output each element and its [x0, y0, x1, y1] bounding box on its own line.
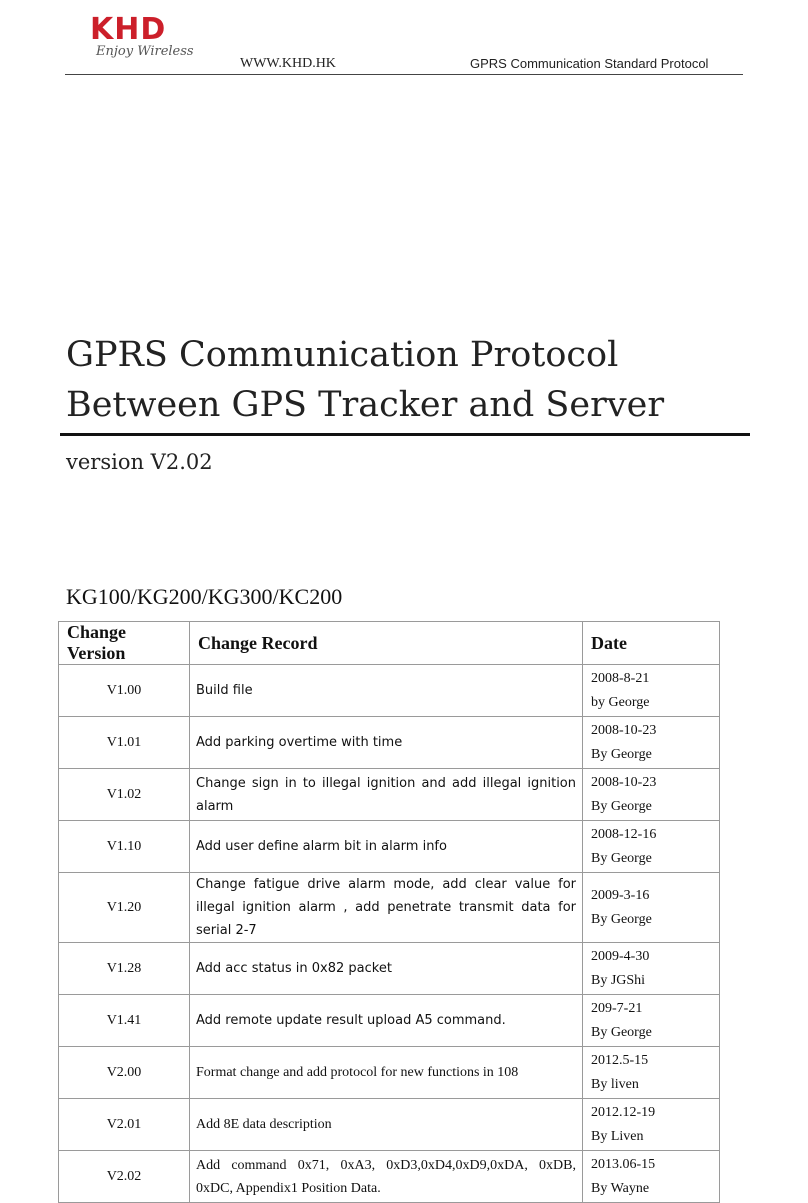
- table-header-row: [59, 622, 720, 665]
- table-row: [59, 995, 720, 1047]
- change-history-table: [58, 621, 720, 1203]
- cell-record: Change fatigue drive alarm mode, add clear value for illegal ignition alarm , add penetrate transmit data for serial 2-7: [190, 873, 583, 943]
- cell-date: [583, 769, 720, 821]
- table-row: [59, 769, 720, 821]
- header-url: WWW.KHD.HK: [240, 56, 336, 71]
- company-logo: [90, 14, 200, 59]
- cell-date: [583, 1047, 720, 1099]
- cell-record: Format change and add protocol for new functions in 108: [190, 1047, 583, 1099]
- table-row: [59, 665, 720, 717]
- model-list: KG100/KG200/KG300/KC200: [66, 584, 343, 609]
- table-row: [59, 943, 720, 995]
- date-author: By George: [591, 850, 652, 866]
- cell-record: Add command 0x71, 0xA3, 0xD3,0xD4,0xD9,0xDA, 0xDB, 0xDC, Appendix1 Position Data.: [190, 1151, 583, 1203]
- header-change-record: Change Record: [190, 622, 583, 665]
- date-author: By George: [591, 746, 652, 762]
- date-value: 209-7-21: [591, 1000, 643, 1016]
- date-author: By George: [591, 798, 652, 814]
- cell-date: [583, 665, 720, 717]
- date-value: 2008-10-23: [591, 774, 657, 790]
- cell-version: V2.01: [59, 1099, 190, 1151]
- date-author: By Wayne: [591, 1180, 650, 1196]
- date-author: By JGShi: [591, 972, 646, 988]
- table-row: [59, 1099, 720, 1151]
- cell-version: V1.20: [59, 873, 190, 943]
- table-row: [59, 873, 720, 943]
- cell-record: Build file: [190, 665, 583, 717]
- table-row: [59, 717, 720, 769]
- date-author: By Liven: [591, 1128, 644, 1144]
- cell-date: [583, 873, 720, 943]
- title-divider: [60, 433, 750, 436]
- header-change-version: Change Version: [59, 622, 190, 665]
- table-row: [59, 1047, 720, 1099]
- cell-record: Add acc status in 0x82 packet: [190, 943, 583, 995]
- title-line-1: GPRS Communication Protocol: [66, 335, 619, 375]
- date-value: 2008-8-21: [591, 670, 650, 686]
- date-value: 2009-4-30: [591, 948, 650, 964]
- cell-date: [583, 943, 720, 995]
- title-line-2: Between GPS Tracker and Server: [66, 385, 665, 425]
- cell-version: V2.02: [59, 1151, 190, 1203]
- date-value: 2008-10-23: [591, 722, 657, 738]
- date-value: 2009-3-16: [591, 887, 650, 903]
- cell-version: V2.00: [59, 1047, 190, 1099]
- cell-record: Add remote update result upload A5 command.: [190, 995, 583, 1047]
- date-author: By liven: [591, 1076, 639, 1092]
- header-doc-title: GPRS Communication Standard Protocol: [470, 56, 709, 71]
- cell-date: [583, 1099, 720, 1151]
- date-value: 2012.12-19: [591, 1104, 656, 1120]
- cell-date: [583, 1151, 720, 1203]
- cell-version: V1.01: [59, 717, 190, 769]
- date-value: 2013.06-15: [591, 1156, 656, 1172]
- cell-version: V1.02: [59, 769, 190, 821]
- date-value: 2012.5-15: [591, 1052, 649, 1068]
- cell-version: V1.00: [59, 665, 190, 717]
- cell-date: [583, 717, 720, 769]
- logo-text: KHD: [90, 12, 167, 47]
- date-author: By George: [591, 911, 652, 927]
- cell-version: V1.41: [59, 995, 190, 1047]
- date-value: 2008-12-16: [591, 826, 657, 842]
- cell-record: Change sign in to illegal ignition and add illegal ignition alarm: [190, 769, 583, 821]
- date-author: By George: [591, 1024, 652, 1040]
- header-divider: [65, 74, 743, 75]
- cell-date: [583, 995, 720, 1047]
- cell-record: Add parking overtime with time: [190, 717, 583, 769]
- table-row: [59, 821, 720, 873]
- date-author: by George: [591, 694, 650, 710]
- table-row: [59, 1151, 720, 1203]
- document-version: version V2.02: [66, 450, 213, 474]
- cell-record: Add 8E data description: [190, 1099, 583, 1151]
- header-date: Date: [583, 622, 720, 665]
- document-title: [66, 330, 766, 430]
- cell-record: Add user define alarm bit in alarm info: [190, 821, 583, 873]
- cell-version: V1.28: [59, 943, 190, 995]
- cell-date: [583, 821, 720, 873]
- logo-tagline: Enjoy Wireless: [96, 44, 194, 59]
- cell-version: V1.10: [59, 821, 190, 873]
